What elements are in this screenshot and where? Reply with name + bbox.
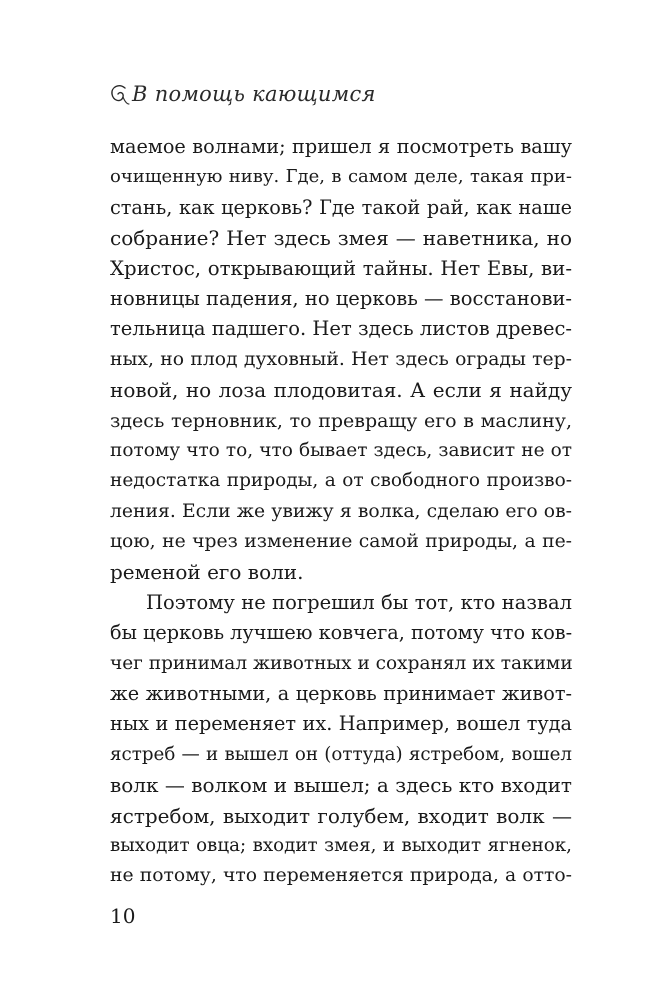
text-line: Христос, открывающий тайны. Нет Евы, ви- (110, 256, 572, 280)
text-line: очищенную ниву. Где, в самом деле, такая при- (110, 166, 572, 188)
text-line: не потому, что переменяется природа, а отто- (110, 865, 572, 887)
text-line: ястреб — и вышел он (оттуда) ястребом, вошел (110, 743, 572, 765)
text-line: тельница падшего. Нет здесь листов древес- (110, 317, 572, 341)
text-line: бы церковь лучшею ковчега, потому что ков- (110, 621, 573, 645)
text-line: ременой его воли. (110, 560, 304, 585)
text-line: чег принимал животных и сохранял их такими (110, 652, 573, 674)
text-line: цою, не чрез изменение самой природы, а пе- (110, 531, 572, 553)
running-header-title: В помощь кающимся (132, 82, 376, 106)
text-line: недостатка природы, а от свободного произво- (110, 470, 572, 492)
text-line: собрание? Нет здесь змея — наветника, но (110, 226, 572, 251)
text-line: выходит овца; входит змея, и выходит ягненок, (110, 834, 572, 856)
text-line: ных, но плод духовный. Нет здесь ограды тер- (110, 348, 572, 370)
text-line: ястребом, выходит голубем, входит волк — (110, 803, 572, 828)
body-text (110, 132, 572, 892)
running-header (108, 78, 376, 110)
swash-ornament-icon (108, 79, 130, 109)
text-line: волк — волком и вышел; а здесь кто входит (110, 773, 572, 798)
text-line: новницы падения, но церковь — восстанови- (110, 286, 573, 310)
page-number: 10 (110, 904, 136, 928)
text-line: потому что то, что бывает здесь, зависит не от (110, 439, 572, 461)
text-line: стань, как церковь? Где такой рай, как наше (110, 195, 572, 219)
text-line: же животными, а церковь принимает живот- (110, 682, 572, 706)
text-line: новой, но лоза плодовитая. А если я найду (110, 378, 572, 403)
text-line: ления. Если же увижу я волка, сделаю его ов- (110, 500, 572, 522)
text-line: Поэтому не погрешил бы тот, кто назвал (146, 590, 572, 614)
paragraph-1 (110, 132, 572, 588)
paragraph-2 (110, 588, 572, 892)
text-line: ных и переменяет их. Например, вошел туда (110, 712, 572, 736)
text-line: здесь терновник, то превращу его в маслину, (110, 409, 572, 432)
text-line: маемое волнами; пришел я посмотреть вашу (110, 135, 572, 158)
